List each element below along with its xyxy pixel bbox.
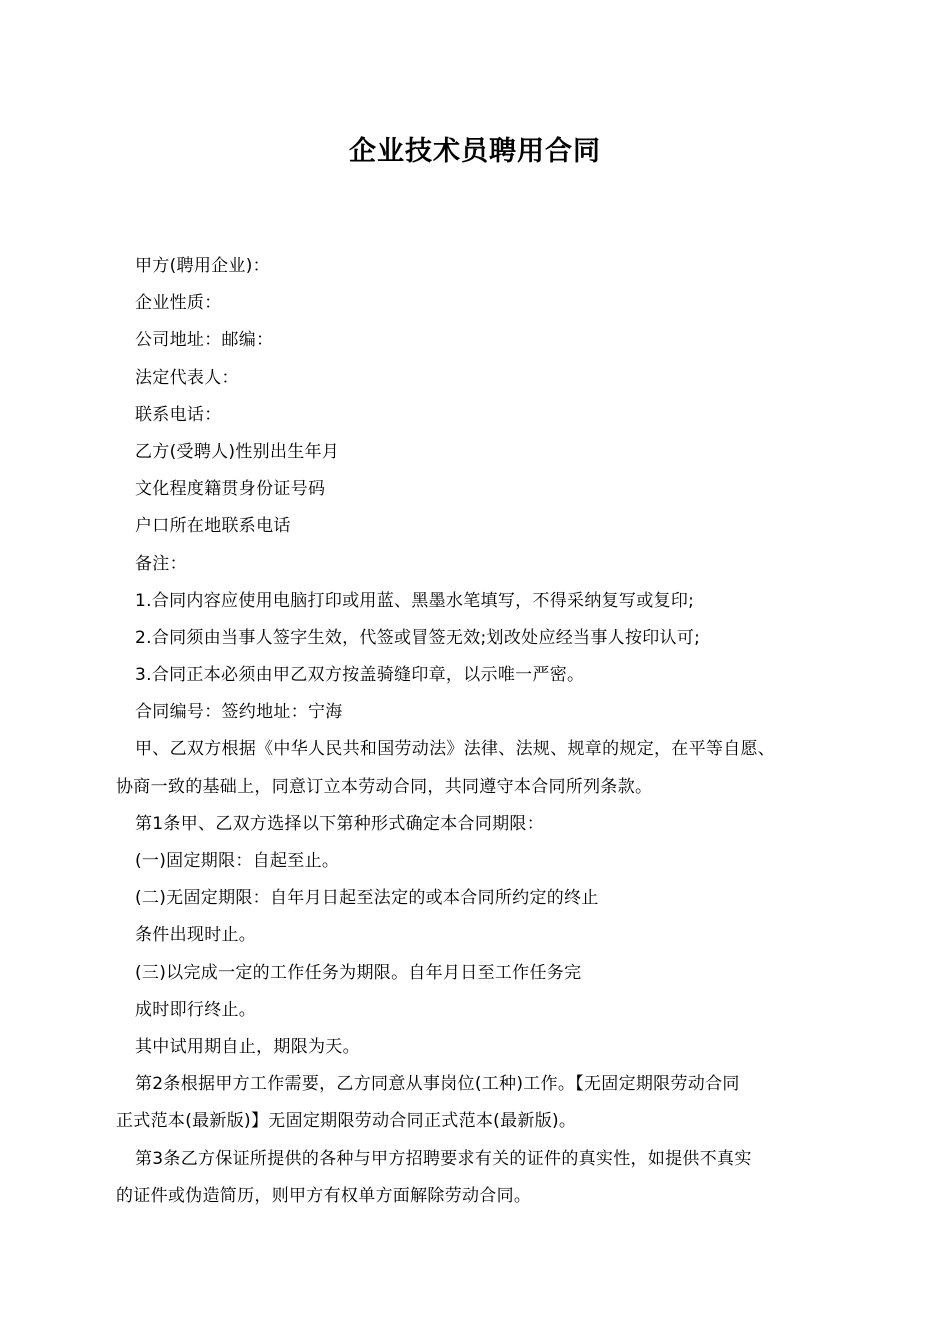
note-item-2: 2.合同须由当事人签字生效，代签或冒签无效;划改处应经当事人按印认可; xyxy=(135,627,701,648)
article-1-line: 第1条甲、乙双方选择以下第种形式确定本合同期限： xyxy=(135,813,545,834)
note-item-3: 3.合同正本必须由甲乙双方按盖骑缝印章，以示唯一严密。 xyxy=(135,665,585,686)
party-a-line: 甲方(聘用企业)： xyxy=(135,256,270,276)
note-item-1: 1.合同内容应使用电脑打印或用蓝、黑墨水笔填写，不得采纳复写或复印; xyxy=(135,590,695,611)
education-line: 文化程度籍贯身份证号码 xyxy=(135,479,326,500)
notes-heading: 备注： xyxy=(135,553,187,574)
legal-representative-line: 法定代表人： xyxy=(135,367,239,388)
article-1-option-3-cont: 成时即行终止。 xyxy=(135,999,257,1020)
article-1-option-1: (一)固定期限：自起至止。 xyxy=(135,851,340,871)
article-1-option-2-cont: 条件出现时止。 xyxy=(135,925,257,946)
contract-number-line: 合同编号：签约地址：宁海 xyxy=(135,702,343,723)
preamble-paragraph-line-1: 甲、乙双方根据《中华人民共和国劳动法》法律、法规、规章的规定，在平等自愿、 xyxy=(135,739,776,760)
article-3-line-1: 第3条乙方保证所提供的各种与甲方招聘要求有关的证件的真实性，如提供不真实 xyxy=(135,1148,752,1169)
probation-line: 其中试用期自止，期限为天。 xyxy=(135,1036,360,1057)
article-1-option-2: (二)无固定期限：自年月日起至法定的或本合同所约定的终止 xyxy=(135,888,599,909)
document-title: 企业技术员聘用合同 xyxy=(349,136,601,167)
party-b-line: 乙方(受聘人)性别出生年月 xyxy=(135,441,340,462)
article-1-option-3: (三)以完成一定的工作任务为期限。自年月日至工作任务完 xyxy=(135,962,582,983)
company-nature-line: 企业性质： xyxy=(135,293,222,314)
contact-phone-line: 联系电话： xyxy=(135,404,222,425)
household-line: 户口所在地联系电话 xyxy=(135,516,291,537)
article-3-line-2: 的证件或伪造简历，则甲方有权单方面解除劳动合同。 xyxy=(116,1185,532,1206)
preamble-paragraph-line-2: 协商一致的基础上，同意订立本劳动合同，共同遵守本合同所列条款。 xyxy=(116,776,653,797)
article-2-line-1: 第2条根据甲方工作需要，乙方同意从事岗位(工种)工作。【无固定期限劳动合同 xyxy=(135,1074,740,1095)
company-address-line: 公司地址：邮编： xyxy=(135,330,274,351)
document-body xyxy=(116,248,846,1215)
article-2-line-2: 正式范本(最新版)】无固定期限劳动合同正式范本(最新版)。 xyxy=(116,1111,577,1132)
